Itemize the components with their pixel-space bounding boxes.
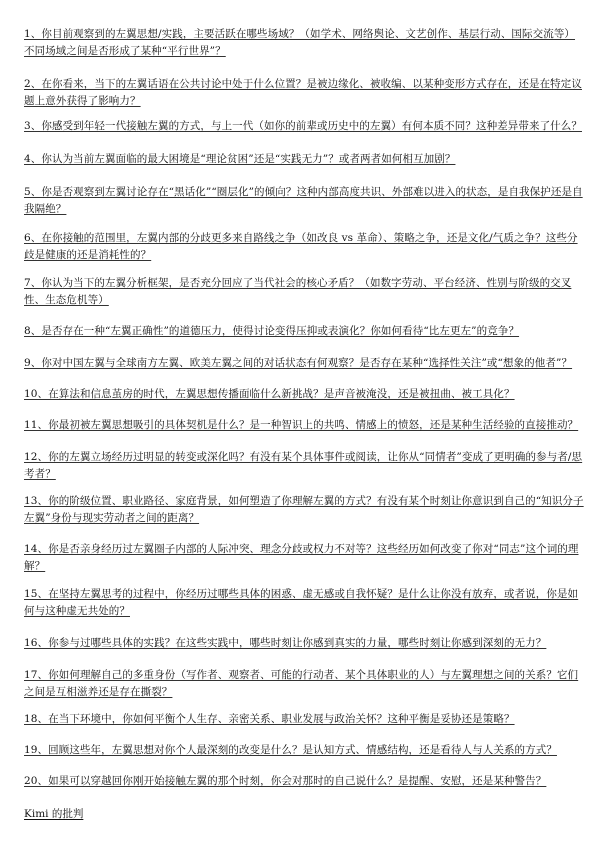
question-12: 12、你的左翼立场经历过明显的转变或深化吗？有没有某个具体事件或阅读，让你从“同情者”变成了更明确的参与者/思考者？ [24,451,583,480]
question-15: 15、在坚持左翼思考的过程中，你经历过哪些具体的困惑、虚无感或自我怀疑？是什么让你没有放弃，或者说，你是如何与这种虚无共处的？ [24,588,579,617]
question-6: 6、在你接触的范围里，左翼内部的分歧更多来自路线之争（如改良 vs 革命）、策略之争，还是文化/气质之争？这些分歧是健康的还是消耗性的？ [24,232,578,261]
question-3: 3、你感受到年轻一代接触左翼的方式，与上一代（如你的前辈或历史中的左翼）有何本质不同？这种差异带来了什么？ [24,120,582,132]
question-14: 14、你是否亲身经历过左翼圈子内部的人际冲突、理念分歧或权力不对等？这些经历如何改变了你对“同志”这个词的理解？ [24,543,579,572]
question-18: 18、在当下环境中，你如何平衡个人生存、亲密关系、职业发展与政治关怀？这种平衡是妥协还是策略？ [24,713,515,725]
question-13: 13、你的阶级位置、职业路径、家庭背景，如何塑造了你理解左翼的方式？有没有某个时刻让你意识到自己的“知识分子左翼”身份与现实劳动者之间的距离？ [24,495,584,524]
question-1: 1、你目前观察到的左翼思想/实践，主要活跃在哪些场域？（如学术、网络舆论、文艺创作、基层行动、国际交流等）不同场域之间是否形成了某种“平行世界”？ [24,28,576,57]
question-9: 9、你对中国左翼与全球南方左翼、欧美左翼之间的对话状态有何观察？是否存在某种“选择性关注”或“想象的他者”？ [24,357,573,369]
question-16: 16、你参与过哪些具体的实践？在这些实践中，哪些时刻让你感到真实的力量，哪些时刻让你感到深刻的无力？ [24,637,547,649]
question-4: 4、你认为当前左翼面临的最大困境是“理论贫困”还是“实践无力”？或者两者如何相互加剧？ [24,153,456,165]
question-19: 19、回顾这些年，左翼思想对你个人最深刻的改变是什么？是认知方式、情感结构，还是看待人与人关系的方式？ [24,744,557,756]
question-5: 5、你是否观察到左翼讨论存在“黑话化”“圈层化”的倾向？这种内部高度共识、外部难以进入的状态，是自我保护还是自我隔绝？ [24,186,583,215]
question-10: 10、在算法和信息茧房的时代，左翼思想传播面临什么新挑战？是声音被淹没，还是被扭曲、被工具化？ [24,388,515,400]
question-11: 11、你最初被左翼思想吸引的具体契机是什么？是一种智识上的共鸣、情感上的愤怒，还是某种生活经验的直接推动？ [24,419,579,431]
question-7: 7、你认为当下的左翼分析框架，是否充分回应了当代社会的核心矛盾？（如数字劳动、平台经济、性别与阶级的交叉性、生态危机等） [24,277,572,306]
section-heading: Kimi 的批判 [24,808,84,820]
question-2: 2、在你看来，当下的左翼话语在公共讨论中处于什么位置？是被边缘化、被收编、以某种变形方式存在，还是在特定议题上意外获得了影响力？ [24,78,582,107]
question-20: 20、如果可以穿越回你刚开始接触左翼的那个时刻，你会对那时的自己说什么？是提醒、安慰，还是某种警告？ [24,775,547,787]
question-8: 8、是否存在一种“左翼正确性”的道德压力，使得讨论变得压抑或表演化？你如何看待“比左更左”的竞争？ [24,325,520,337]
question-17: 17、你如何理解自己的多重身份（写作者、观察者、可能的行动者、某个具体职业的人）与左翼理想之间的关系？它们之间是互相滋养还是存在撕裂？ [24,669,579,698]
